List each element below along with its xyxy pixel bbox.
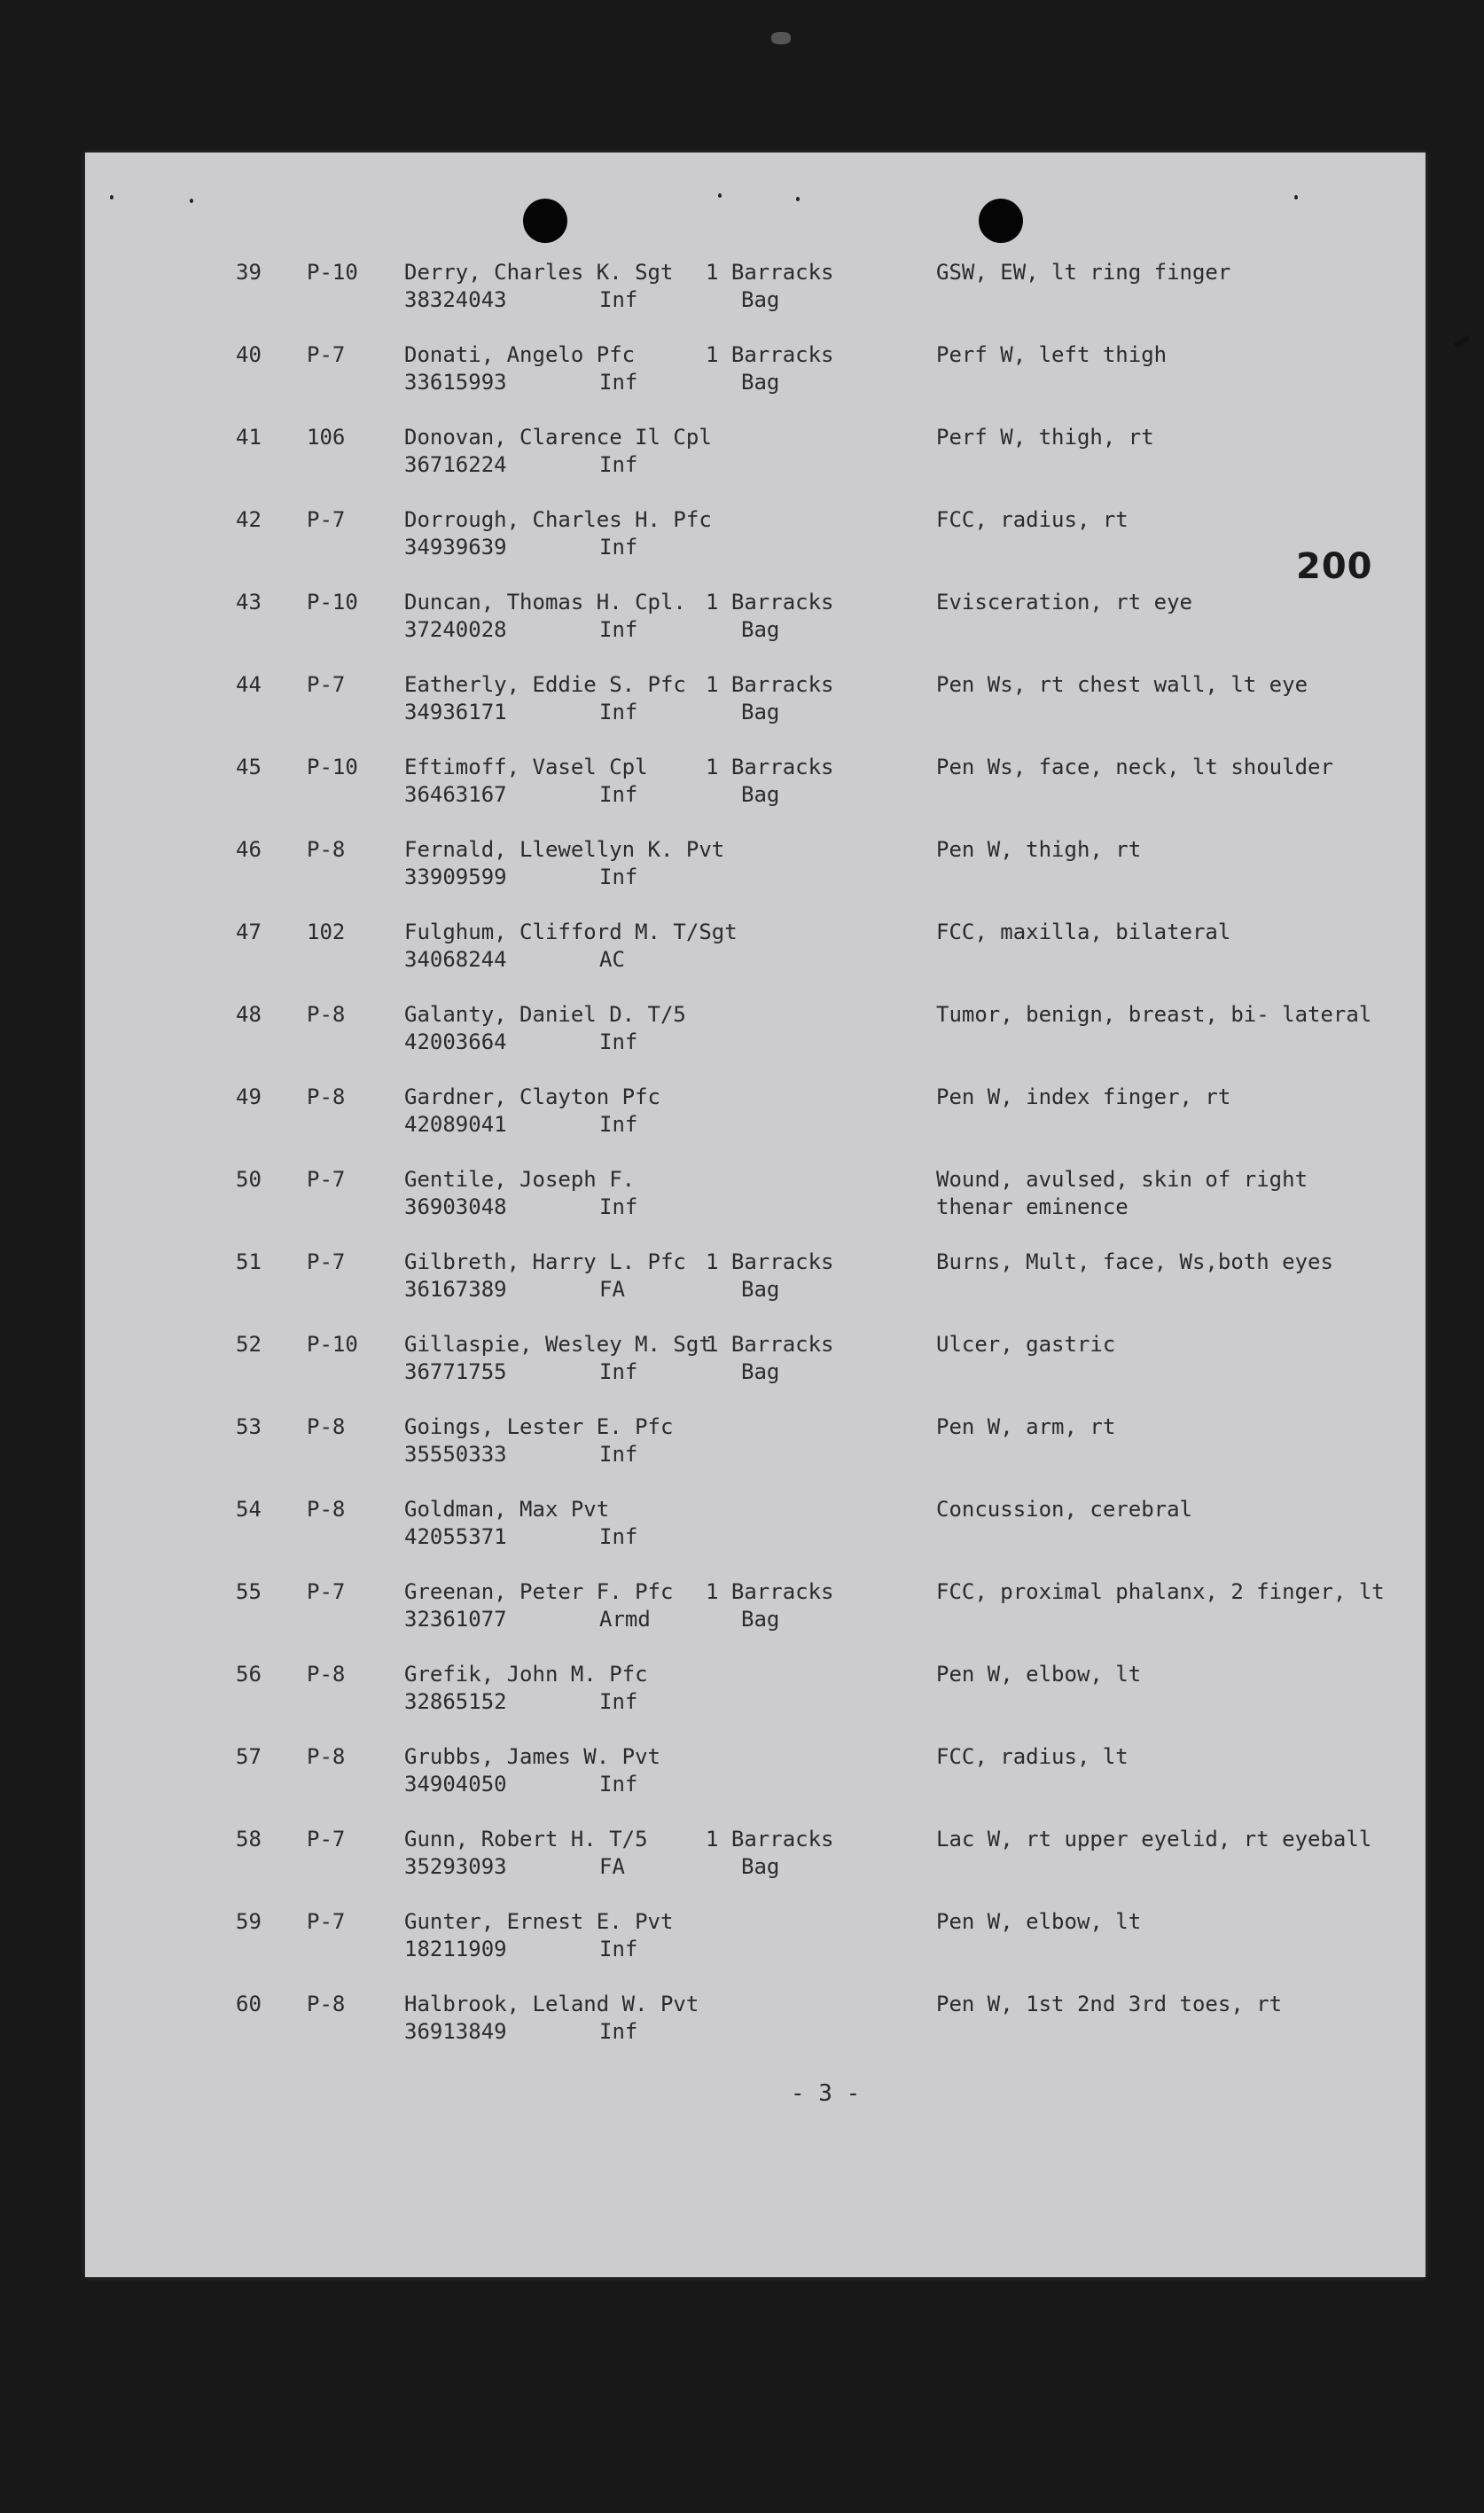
row-number: 54: [236, 1497, 262, 1522]
baggage-line2: Bag: [741, 1359, 780, 1384]
record-row: [85, 836, 1425, 907]
serial-number: 42003664: [404, 1029, 507, 1054]
row-number: 47: [236, 920, 262, 944]
record-row: [85, 424, 1425, 495]
diagnosis: Pen W, elbow, lt: [936, 1909, 1142, 1934]
record-row: [85, 589, 1425, 660]
branch: Inf: [599, 617, 638, 642]
row-number: 57: [236, 1744, 262, 1769]
ward-code: 102: [307, 920, 346, 944]
baggage-line1: 1 Barracks: [706, 260, 834, 285]
diagnosis: Pen W, elbow, lt: [936, 1662, 1142, 1687]
serial-number: 42055371: [404, 1524, 507, 1549]
ward-code: 106: [307, 425, 346, 450]
diagnosis: Ulcer, gastric: [936, 1332, 1116, 1357]
record-row: [85, 1166, 1425, 1237]
record-row: [85, 919, 1425, 990]
row-number: 39: [236, 260, 262, 285]
serial-number: 34936171: [404, 700, 507, 724]
diagnosis: GSW, EW, lt ring finger: [936, 260, 1231, 285]
branch: Inf: [599, 452, 638, 477]
baggage-line1: 1 Barracks: [706, 1249, 834, 1274]
branch: Inf: [599, 370, 638, 395]
ward-code: P-7: [307, 1167, 346, 1192]
patient-name: Gilbreth, Harry L. Pfc: [404, 1249, 686, 1274]
ward-code: P-8: [307, 1497, 346, 1522]
diagnosis: Perf W, left thigh: [936, 342, 1168, 367]
branch: Inf: [599, 535, 638, 560]
scan-mark: [771, 32, 791, 44]
ward-code: P-7: [307, 1579, 346, 1604]
branch: Armd: [599, 1607, 651, 1632]
document-page: [85, 153, 1425, 2277]
row-number: 41: [236, 425, 262, 450]
branch: Inf: [599, 1194, 638, 1219]
record-row: [85, 1991, 1425, 2062]
row-number: 53: [236, 1414, 262, 1439]
serial-number: 35293093: [404, 1854, 507, 1879]
ward-code: P-10: [307, 755, 358, 779]
ward-code: P-8: [307, 1992, 346, 2016]
patient-name: Goldman, Max Pvt: [404, 1497, 610, 1522]
speck: [718, 193, 722, 198]
page-footer: - 3 -: [791, 2080, 861, 2107]
row-number: 44: [236, 672, 262, 697]
branch: Inf: [599, 1772, 638, 1797]
row-number: 59: [236, 1909, 262, 1934]
record-row: [85, 1743, 1425, 1814]
ward-code: P-8: [307, 1084, 346, 1109]
record-row: [85, 1413, 1425, 1484]
serial-number: 34939639: [404, 535, 507, 560]
diagnosis: Pen W, arm, rt: [936, 1414, 1116, 1439]
ward-code: P-7: [307, 1909, 346, 1934]
patient-name: Duncan, Thomas H. Cpl.: [404, 590, 686, 615]
patient-name: Gunn, Robert H. T/5: [404, 1827, 648, 1851]
patient-name: Grefik, John M. Pfc: [404, 1662, 648, 1687]
serial-number: 36771755: [404, 1359, 507, 1384]
serial-number: 42089041: [404, 1112, 507, 1137]
branch: Inf: [599, 2019, 638, 2044]
patient-name: Gillaspie, Wesley M. Sgt: [404, 1332, 712, 1357]
patient-name: Eatherly, Eddie S. Pfc: [404, 672, 686, 697]
diagnosis: FCC, radius, rt: [936, 507, 1129, 532]
row-number: 49: [236, 1084, 262, 1109]
row-number: 48: [236, 1002, 262, 1027]
ward-code: P-10: [307, 1332, 358, 1357]
speck: [796, 197, 800, 201]
baggage-line1: 1 Barracks: [706, 342, 834, 367]
ward-code: P-8: [307, 837, 346, 862]
record-row: [85, 1661, 1425, 1732]
record-row: [85, 506, 1425, 577]
ward-code: P-7: [307, 672, 346, 697]
diagnosis: FCC, maxilla, bilateral: [936, 920, 1231, 944]
baggage-line2: Bag: [741, 617, 780, 642]
baggage-line2: Bag: [741, 1277, 780, 1302]
patient-name: Fulghum, Clifford M. T/Sgt: [404, 920, 738, 944]
diagnosis: Lac W, rt upper eyelid, rt eyeball: [936, 1827, 1372, 1851]
serial-number: 37240028: [404, 617, 507, 642]
record-row: [85, 1826, 1425, 1897]
baggage-line2: Bag: [741, 700, 780, 724]
diagnosis: Pen W, thigh, rt: [936, 837, 1142, 862]
branch: Inf: [599, 287, 638, 312]
record-row: [85, 754, 1425, 825]
row-number: 58: [236, 1827, 262, 1851]
ward-code: P-8: [307, 1414, 346, 1439]
ward-code: P-7: [307, 1249, 346, 1274]
baggage-line2: Bag: [741, 782, 780, 807]
branch: Inf: [599, 1442, 638, 1467]
baggage-line2: Bag: [741, 287, 780, 312]
serial-number: 34904050: [404, 1772, 507, 1797]
patient-name: Gardner, Clayton Pfc: [404, 1084, 660, 1109]
ward-code: P-8: [307, 1002, 346, 1027]
baggage-line2: Bag: [741, 1854, 780, 1879]
baggage-line2: Bag: [741, 1607, 780, 1632]
patient-name: Eftimoff, Vasel Cpl: [404, 755, 648, 779]
record-row: [85, 1578, 1425, 1649]
serial-number: 18211909: [404, 1937, 507, 1961]
ward-code: P-8: [307, 1744, 346, 1769]
speck: [1294, 195, 1298, 200]
baggage-line1: 1 Barracks: [706, 672, 834, 697]
patient-name: Grubbs, James W. Pvt: [404, 1744, 660, 1769]
diagnosis: Burns, Mult, face, Ws,both eyes: [936, 1249, 1333, 1274]
row-number: 50: [236, 1167, 262, 1192]
row-number: 40: [236, 342, 262, 367]
record-row: [85, 259, 1425, 330]
diagnosis: Pen W, 1st 2nd 3rd toes, rt: [936, 1992, 1283, 2016]
patient-name: Goings, Lester E. Pfc: [404, 1414, 674, 1439]
ward-code: P-10: [307, 260, 358, 285]
branch: Inf: [599, 865, 638, 889]
serial-number: 32865152: [404, 1689, 507, 1714]
branch: Inf: [599, 1689, 638, 1714]
diagnosis: FCC, proximal phalanx, 2 finger, lt: [936, 1579, 1385, 1604]
diagnosis: Evisceration, rt eye: [936, 590, 1192, 615]
patient-name: Galanty, Daniel D. T/5: [404, 1002, 686, 1027]
record-row: [85, 1331, 1425, 1402]
ward-code: P-8: [307, 1662, 346, 1687]
serial-number: 38324043: [404, 287, 507, 312]
branch: Inf: [599, 1029, 638, 1054]
record-row: [85, 671, 1425, 742]
record-row: [85, 1001, 1425, 1072]
diagnosis: Pen Ws, face, neck, lt shoulder: [936, 755, 1333, 779]
diagnosis: Wound, avulsed, skin of right thenar eminence: [936, 1167, 1308, 1219]
patient-name: Derry, Charles K. Sgt: [404, 260, 674, 285]
serial-number: 33615993: [404, 370, 507, 395]
branch: FA: [599, 1854, 625, 1879]
patient-name: Halbrook, Leland W. Pvt: [404, 1992, 699, 2016]
pen-mark: [1454, 334, 1470, 348]
baggage-line2: Bag: [741, 370, 780, 395]
patient-name: Donovan, Clarence Il Cpl: [404, 425, 712, 450]
serial-number: 36716224: [404, 452, 507, 477]
serial-number: 36903048: [404, 1194, 507, 1219]
serial-number: 36167389: [404, 1277, 507, 1302]
branch: Inf: [599, 782, 638, 807]
patient-name: Donati, Angelo Pfc: [404, 342, 636, 367]
serial-number: 32361077: [404, 1607, 507, 1632]
page-stamp-number: 200: [1296, 546, 1373, 587]
baggage-line1: 1 Barracks: [706, 755, 834, 779]
row-number: 51: [236, 1249, 262, 1274]
branch: Inf: [599, 1359, 638, 1384]
row-number: 42: [236, 507, 262, 532]
punch-hole-right: [979, 199, 1023, 243]
baggage-line1: 1 Barracks: [706, 1579, 834, 1604]
diagnosis: Tumor, benign, breast, bi- lateral: [936, 1002, 1372, 1027]
serial-number: 36913849: [404, 2019, 507, 2044]
branch: Inf: [599, 1112, 638, 1137]
serial-number: 33909599: [404, 865, 507, 889]
diagnosis: Perf W, thigh, rt: [936, 425, 1154, 450]
punch-hole-left: [523, 199, 567, 243]
row-number: 45: [236, 755, 262, 779]
patient-name: Gunter, Ernest E. Pvt: [404, 1909, 674, 1934]
patient-name: Greenan, Peter F. Pfc: [404, 1579, 674, 1604]
patient-name: Gentile, Joseph F.: [404, 1167, 636, 1192]
diagnosis: Pen W, index finger, rt: [936, 1084, 1231, 1109]
patient-name: Fernald, Llewellyn K. Pvt: [404, 837, 725, 862]
ward-code: P-7: [307, 507, 346, 532]
baggage-line1: 1 Barracks: [706, 590, 834, 615]
record-row: [85, 1908, 1425, 1979]
row-number: 60: [236, 1992, 262, 2016]
row-number: 43: [236, 590, 262, 615]
row-number: 46: [236, 837, 262, 862]
serial-number: 35550333: [404, 1442, 507, 1467]
row-number: 56: [236, 1662, 262, 1687]
patient-name: Dorrough, Charles H. Pfc: [404, 507, 712, 532]
speck: [190, 199, 193, 203]
row-number: 52: [236, 1332, 262, 1357]
record-row: [85, 341, 1425, 412]
branch: Inf: [599, 700, 638, 724]
ward-code: P-7: [307, 1827, 346, 1851]
row-number: 55: [236, 1579, 262, 1604]
record-row: [85, 1249, 1425, 1319]
serial-number: 36463167: [404, 782, 507, 807]
baggage-line1: 1 Barracks: [706, 1332, 834, 1357]
ward-code: P-10: [307, 590, 358, 615]
record-row: [85, 1084, 1425, 1155]
diagnosis: Concussion, cerebral: [936, 1497, 1192, 1522]
branch: AC: [599, 947, 625, 972]
record-row: [85, 1496, 1425, 1567]
branch: FA: [599, 1277, 625, 1302]
baggage-line1: 1 Barracks: [706, 1827, 834, 1851]
branch: Inf: [599, 1937, 638, 1961]
speck: [110, 195, 113, 200]
branch: Inf: [599, 1524, 638, 1549]
ward-code: P-7: [307, 342, 346, 367]
diagnosis: FCC, radius, lt: [936, 1744, 1129, 1769]
diagnosis: Pen Ws, rt chest wall, lt eye: [936, 672, 1308, 697]
serial-number: 34068244: [404, 947, 507, 972]
